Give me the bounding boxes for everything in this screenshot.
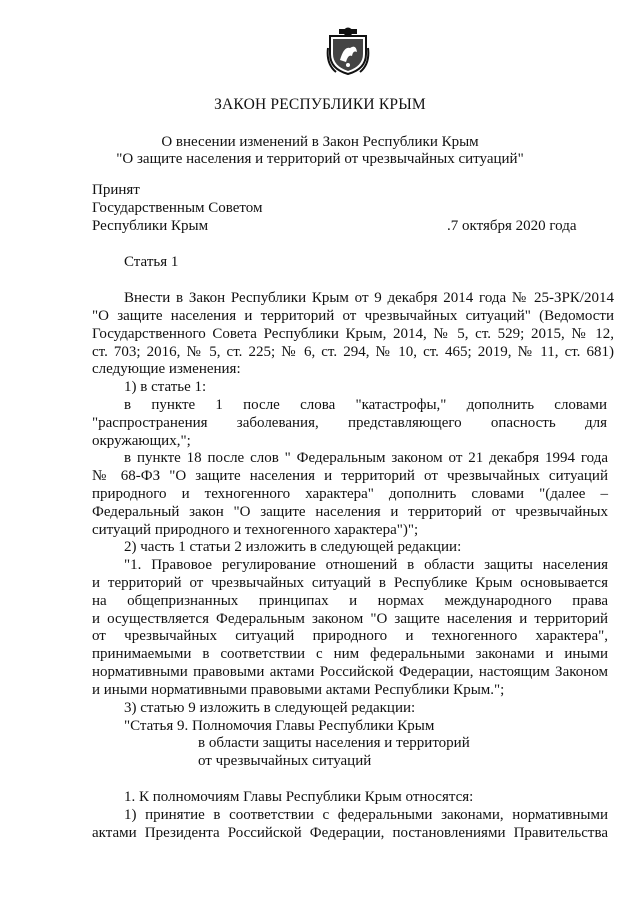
text-line: Государственного Совета Республики Крым, 2014, № 5, ст. 529; 2015, № 12, <box>92 326 614 342</box>
adoption-line-2: Государственным Советом <box>92 200 263 216</box>
text-line: принимаемыми в соответствии с ним федеральными законами и иными <box>92 646 608 662</box>
adoption-line-1: Принят <box>92 182 140 198</box>
text-line: ситуаций природного и техногенного характера")"; <box>92 522 419 538</box>
text-line: "Статья 9. Полномочия Главы Республики Крым <box>124 718 435 734</box>
text-line: в области защиты населения и территорий <box>198 735 470 751</box>
text-line: 1) в статье 1: <box>124 379 207 395</box>
text-line: и иными нормативными правовыми актами Республики Крым."; <box>92 682 505 698</box>
text-line: природного и техногенного характера" дополнить словами "(далее – <box>92 486 608 502</box>
law-subtitle-line-2: "О защите населения и территорий от чрезвычайных ситуаций" <box>116 151 524 167</box>
text-line: актами Президента Российской Федерации, постановлениями Правительства <box>92 825 608 841</box>
text-line: ст. 703; 2016, № 5, ст. 225; № 6, ст. 294, № 10, ст. 465; 2019, № 11, ст. 681) <box>92 344 614 360</box>
text-line: и осуществляется Федеральным законом "О защите населения и территорий <box>92 611 608 627</box>
law-subtitle-line-1: О внесении изменений в Закон Республики Крым <box>161 134 479 150</box>
text-line: следующие изменения: <box>92 361 241 377</box>
adoption-date: .7 октября 2020 года <box>447 218 577 234</box>
text-line: 1) принятие в соответствии с федеральными законами, нормативными <box>124 807 608 823</box>
text-line: в пункте 18 после слов " Федеральным законом от 21 декабря 1994 года <box>124 450 608 466</box>
text-line: "распространения заболевания, представляющего опасность для <box>92 415 607 431</box>
text-line: № 68-ФЗ "О защите населения и территорий от чрезвычайных ситуаций <box>92 468 608 484</box>
text-line: и территорий от чрезвычайных ситуаций в Республике Крым основывается <box>92 575 608 591</box>
text-line: 2) часть 1 статьи 2 изложить в следующей редакции: <box>124 539 462 555</box>
text-line: от чрезвычайных ситуаций <box>198 753 372 769</box>
text-line: "1. Правовое регулирование отношений в области защиты населения <box>124 557 608 573</box>
text-line: на общепризнанных принципах и нормах международного права <box>92 593 608 609</box>
crimea-coat-of-arms-icon <box>326 24 370 76</box>
text-line: нормативными правовыми актами Российской Федерации, настоящим Законом <box>92 664 608 680</box>
text-line: Федеральный закон "О защите населения и территорий от чрезвычайных <box>92 504 608 520</box>
text-line: 3) статью 9 изложить в следующей редакции: <box>124 700 416 716</box>
text-line: в пункте 1 после слова "катастрофы," дополнить словами <box>124 397 607 413</box>
text-line: окружающих,"; <box>92 433 191 449</box>
text-line: Внести в Закон Республики Крым от 9 декабря 2014 года № 25-ЗРК/2014 <box>124 290 614 306</box>
text-line: 1. К полномочиям Главы Республики Крым относятся: <box>124 789 474 805</box>
article-title: Статья 1 <box>124 254 179 270</box>
text-line: "О защите населения и территорий от чрезвычайных ситуаций" (Ведомости <box>92 308 614 324</box>
adoption-line-3: Республики Крым <box>92 218 209 234</box>
law-title: ЗАКОН РЕСПУБЛИКИ КРЫМ <box>214 96 426 113</box>
text-line: от чрезвычайных ситуаций природного и техногенного характера", <box>92 628 608 644</box>
